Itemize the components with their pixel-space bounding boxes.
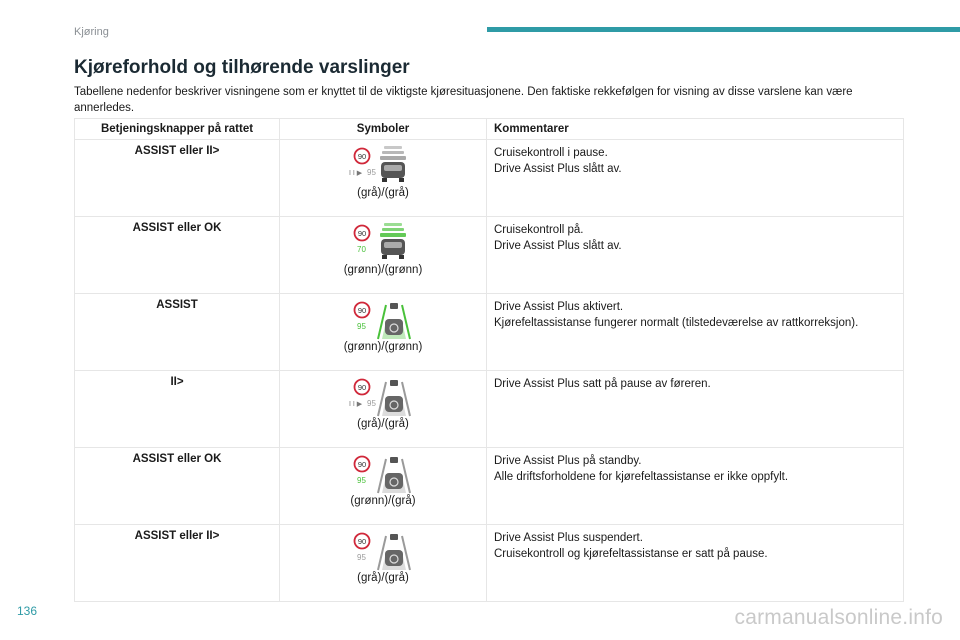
table-row [75,525,904,602]
cruise-assist-icon [348,453,418,495]
page-number: 136 [17,604,38,618]
watermark: carmanualsonline.info [734,606,943,629]
svg-text:90: 90 [357,383,367,392]
comment-line: Kjørefeltassistanse fungerer normalt (tilstedeværelse av rattkorreksjon). [494,317,859,329]
cruise-assist-icon [348,299,418,341]
symbol-color-caption: (grå)/(grå) [357,187,409,199]
svg-text:I I ▶: I I ▶ [349,401,363,408]
svg-text:95: 95 [357,322,366,331]
symbol-cell [280,294,487,371]
comment-line: Drive Assist Plus aktivert. [494,301,624,313]
svg-text:95: 95 [357,476,366,485]
comment-line: Drive Assist Plus satt på pause av føreren. [494,378,711,390]
symbol-color-caption: (grå)/(grå) [357,418,409,430]
table-row [75,140,904,217]
svg-text:90: 90 [357,537,367,546]
steering-button-label: ASSIST eller OK [75,217,280,294]
steering-button-label: ASSIST [75,294,280,371]
symbol-color-caption: (grå)/(grå) [357,572,409,584]
section-header: Kjøring [74,26,109,38]
comment-cell [487,294,904,371]
comment-cell [487,217,904,294]
symbol-cell [280,371,487,448]
symbol-cell [280,448,487,525]
svg-text:95: 95 [357,553,366,562]
cruise-assist-icon [348,530,418,572]
comment-cell [487,140,904,217]
comment-cell [487,448,904,525]
svg-text:I I ▶: I I ▶ [349,170,363,177]
comment-line: Cruisekontroll på. [494,224,584,236]
steering-button-label: ASSIST eller II> [75,525,280,602]
intro-paragraph: Tabellene nedenfor beskriver visningene som er knyttet til de viktigste kjøresituasjonene. Den faktiske rekkefølgen for visning av disse varslene kan være annerledes. [74,86,853,114]
comment-cell [487,525,904,602]
cruise-assist-icon [348,222,418,264]
header-accent-bar [487,27,960,32]
steering-button-label: ASSIST eller OK [75,448,280,525]
comment-line: Drive Assist Plus slått av. [494,240,622,252]
steering-button-label: II> [75,371,280,448]
comment-line: Alle driftsforholdene for kjørefeltassistanse er ikke oppfylt. [494,471,789,483]
table-row [75,371,904,448]
cruise-assist-icon [348,376,418,418]
table-row [75,294,904,371]
symbol-color-caption: (grønn)/(grønn) [343,264,423,276]
table-header-row [75,119,904,140]
table-row [75,217,904,294]
column-header-buttons: Betjeningsknapper på rattet [75,119,280,140]
svg-text:90: 90 [357,306,367,315]
comment-line: Cruisekontroll og kjørefeltassistanse er satt på pause. [494,548,768,560]
symbol-cell [280,217,487,294]
column-header-symbols: Symboler [280,119,487,140]
table-row [75,448,904,525]
comment-line: Drive Assist Plus på standby. [494,455,642,467]
symbol-color-caption: (grønn)/(grønn) [343,341,423,353]
comment-cell [487,371,904,448]
cruise-assist-icon [348,145,418,187]
svg-text:90: 90 [357,460,367,469]
indicator-table [74,118,904,602]
symbol-color-caption: (grønn)/(grå) [350,495,416,507]
steering-button-label: ASSIST eller II> [75,140,280,217]
comment-line: Cruisekontroll i pause. [494,147,608,159]
comment-line: Drive Assist Plus suspendert. [494,532,643,544]
svg-text:70: 70 [357,245,366,254]
symbol-cell [280,525,487,602]
symbol-cell [280,140,487,217]
comment-line: Drive Assist Plus slått av. [494,163,622,175]
svg-text:95: 95 [367,399,376,408]
svg-text:90: 90 [357,229,367,238]
page-title: Kjøreforhold og tilhørende varslinger [74,57,410,78]
column-header-comments: Kommentarer [487,119,904,140]
svg-text:95: 95 [367,168,376,177]
svg-text:90: 90 [357,152,367,161]
